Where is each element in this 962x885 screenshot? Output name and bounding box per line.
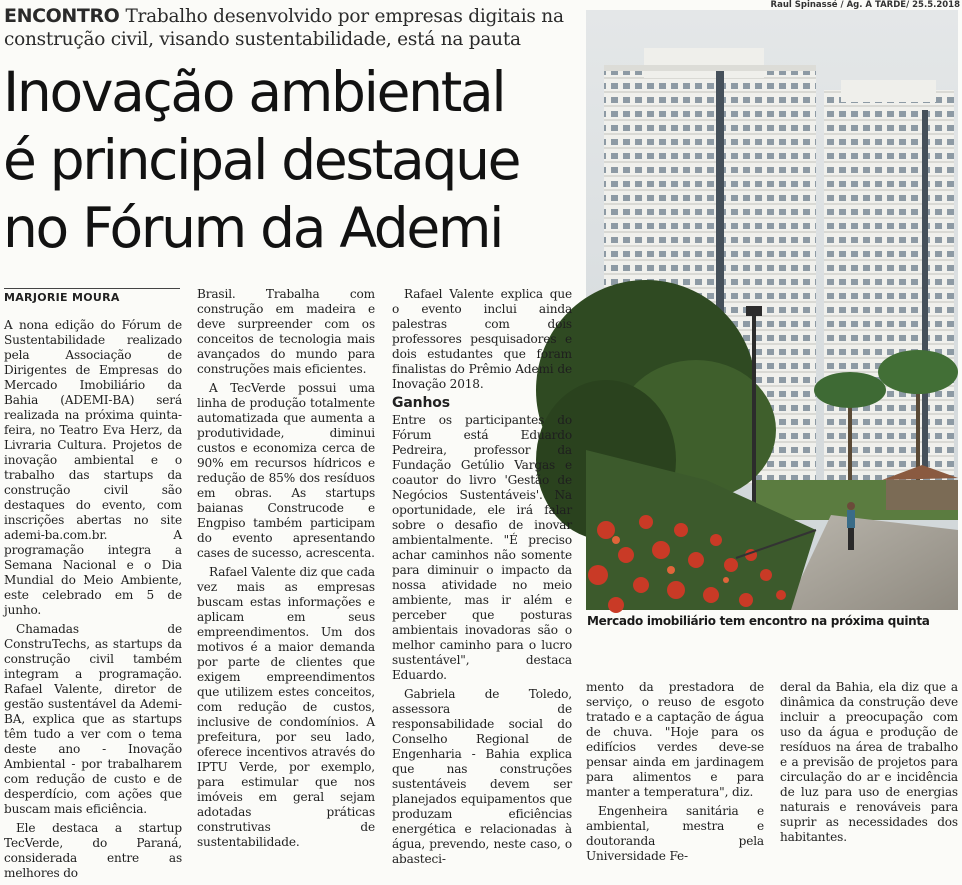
paragraph: Ele destaca a startup TecVerde, do Paraná, considerada entre as melhores do: [4, 821, 182, 880]
paragraph: mento da prestadora de serviço, o reuso de esgoto tratado e a captação de água de chuva. "Hoje para os edifícios verdes deve-se pensar ainda em jardinagem para alimentos e para manter a temperatura", diz.: [586, 680, 764, 799]
photo-caption: Mercado imobiliário tem encontro na próxima quinta: [587, 614, 930, 628]
paragraph: Rafael Valente diz que cada vez mais as empresas buscam estas informações e aplicam em seus empreendimentos. Um dos motivos é a maior demanda por parte de clientes que exigem empreendimentos que utilizem estes conceitos, com redução de custos, inclusive de condomínios. A prefeitura, por seu lado, oferece incentivos através do IPTU Verde, por exemplo, para estimular que nos imóveis em geral sejam adotadas práticas construtivas de sustentabilidade.: [197, 565, 375, 849]
paragraph: Gabriela de Toledo, assessora de responsabilidade social do Conselho Regional de Engenharia - Bahia explica que nas construções sustentáveis devem ser planejados equipamentos que produzam eficiências energética e relacionadas à água, prevendo, neste caso, o abasteci-: [392, 687, 572, 866]
paragraph: Brasil. Trabalha com construção em madeira e deve surpreender com os conceitos de tecnologia mais avançados do mundo para construções mais eficientes.: [197, 287, 375, 376]
headline-line-2: é principal destaque: [3, 128, 520, 192]
paragraph: Rafael Valente explica que o evento inclui ainda palestras com dois professores pesquisadores e dois estudantes que foram finalistas do Prêmio Ademi de Inovação 2018.: [392, 287, 572, 391]
paragraph: Engenheira sanitária e ambiental, mestra e doutoranda pela Universidade Fe-: [586, 804, 764, 863]
byline: MARJORIE MOURA: [4, 291, 120, 304]
photo-credit: Raul Spinassé / Ag. A TARDE/ 25.5.2018: [770, 0, 960, 10]
paragraph: A TecVerde possui uma linha de produção totalmente automatizada que aumenta a produtividade, diminui custos e economiza cerca de 90% em recursos hídricos e redução de 85% dos resíduos em obras. As startups baianas Construcode e Engpiso também participam do evento apresentando cases de sucesso, acrescenta.: [197, 381, 375, 560]
photo-buildings-garden: [586, 10, 958, 610]
headline-line-1: Inovação ambiental: [3, 60, 505, 124]
paragraph: Chamadas de ConstruTechs, as startups da construção civil também integram a programação. Rafael Valente, diretor de gestão sustentável da Ademi-BA, explica que as startups têm tudo a ver com o tema deste ano - Inovação Ambiental - por trabalharem com redução de custo e de desperdício, com ações que buscam mais eficiência.: [4, 622, 182, 816]
article-column-4: [586, 680, 764, 868]
paragraph: deral da Bahia, ela diz que a dinâmica da construção deve incluir a preocupação com uso da água e produção de resíduos na área de trabalho e a previsão de projetos para circulação do ar e incidência de luz para uso de energias naturais e renováveis para suprir as necessidades dos habitantes.: [780, 680, 958, 844]
headline-line-3: no Fórum da Ademi: [3, 196, 503, 260]
paragraph: A nona edição do Fórum de Sustentabilidade realizado pela Associação de Dirigentes de Empresas do Mercado Imobiliário da Bahia (ADEMI-BA) será realizada na próxima quinta-feira, no Teatro Eva Herz, da Livraria Cultura. Projetos de inovação ambiental e o trabalho das startups da construção civil são destaques do evento, com inscrições abertas no site ademi-ba.com.br. A programação integra a Semana Nacional e o Dia Mundial do Meio Ambiente, este celebrado em 5 de junho.: [4, 318, 182, 617]
kicker-text: Trabalho desenvolvido por empresas digitais na construção civil, visando sustentabilidade, está na pauta: [4, 6, 564, 50]
article-column-1: [4, 318, 182, 885]
paragraph: Entre os participantes do Fórum está Eduardo Pedreira, professor da Fundação Getúlio Vargas e coautor do livro 'Gestão de Negócios Sustentáveis'. Na oportunidade, ele irá falar sobre o desafio de inovar ambientalmente. "É preciso achar caminhos não somente para diminuir o impacto da nossa atividade no meio ambiente, mas ir além e perceber que posturas ambientais inovadoras são o melhor caminho para o lucro sustentável", destaca Eduardo.: [392, 413, 572, 682]
kicker: [4, 5, 582, 51]
article-photo: [586, 10, 958, 610]
headline: [3, 58, 587, 262]
section-tag: ENCONTRO: [4, 5, 120, 27]
article-column-3: [392, 287, 572, 871]
byline-rule: [4, 288, 180, 289]
subhead: Ganhos: [392, 395, 450, 411]
article-column-5: [780, 680, 958, 849]
article-column-2: [197, 287, 375, 854]
